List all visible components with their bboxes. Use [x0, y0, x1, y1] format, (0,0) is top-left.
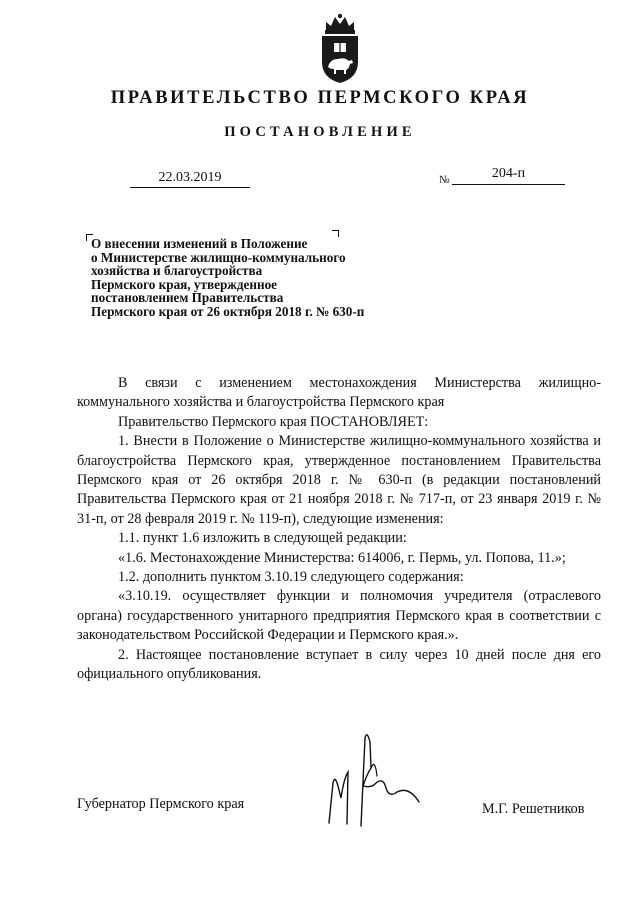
paragraph-item-1-1-text: «1.6. Местонахождение Министерства: 614006, г. Пермь, ул. Попова, 11.»; — [118, 549, 566, 566]
government-title: ПРАВИТЕЛЬСТВО ПЕРМСКОГО КРАЯ — [110, 88, 530, 108]
paragraph-item-1-1: 1.1. пункт 1.6 изложить в следующей редакции: — [118, 530, 407, 547]
paragraph-resolves: Правительство Пермского края ПОСТАНОВЛЯЕТ: — [118, 413, 429, 430]
document-subject — [91, 237, 364, 319]
signature-icon — [323, 728, 423, 828]
subject-line: постановлением Правительства — [91, 290, 284, 306]
document-date: 22.03.2019 — [130, 170, 250, 188]
subject-bracket-right — [332, 230, 339, 237]
number-sign: № — [439, 174, 450, 186]
subject-line: Пермского края от 26 октября 2018 г. № 630-п — [91, 303, 365, 319]
subject-line: Пермского края, утвержденное — [91, 276, 278, 292]
subject-line: О внесении изменений в Положение — [91, 236, 308, 251]
document-body — [77, 374, 601, 685]
signatory-position: Губернатор Пермского края — [77, 796, 245, 812]
paragraph-preamble: В связи с изменением местонахождения Министерства жилищно-коммунального хозяйства и благоустройства Пермского края — [77, 375, 601, 411]
document-type: ПОСТАНОВЛЕНИЕ — [224, 124, 416, 140]
coat-of-arms-icon — [318, 12, 362, 84]
signatory-name: М.Г. Решетников — [482, 801, 585, 817]
document-number: 204-п — [452, 166, 565, 185]
paragraph-item-2: 2. Настоящее постановление вступает в силу через 10 дней после дня его официального опубликования. — [77, 646, 601, 683]
subject-line: о Министерстве жилищно-коммунального — [91, 249, 346, 265]
paragraph-item-1-2: 1.2. дополнить пунктом 3.10.19 следующего содержания: — [118, 569, 464, 586]
subject-line: хозяйства и благоустройства — [91, 263, 263, 279]
paragraph-item-1: 1. Внести в Положение о Министерстве жилищно-коммунального хозяйства и благоустройства Пермского края, утвержденное постановлением Правительства Пермского края от 26 октября 2018 г. № 630-п (в редакции постановлений Правительства Пермского края от 21 ноября 2018 г. № 717-п, от 23 января 2019 г. № 31-п, от 28 февраля 2019 г. № 119-п), следующие изменения: — [77, 433, 601, 527]
paragraph-item-1-2-text: «3.10.19. осуществляет функции и полномочия учредителя (отраслевого органа) государственного унитарного предприятия Пермского края в соответствии с законодательством Российской Федерации и Пермского края.». — [77, 588, 601, 644]
